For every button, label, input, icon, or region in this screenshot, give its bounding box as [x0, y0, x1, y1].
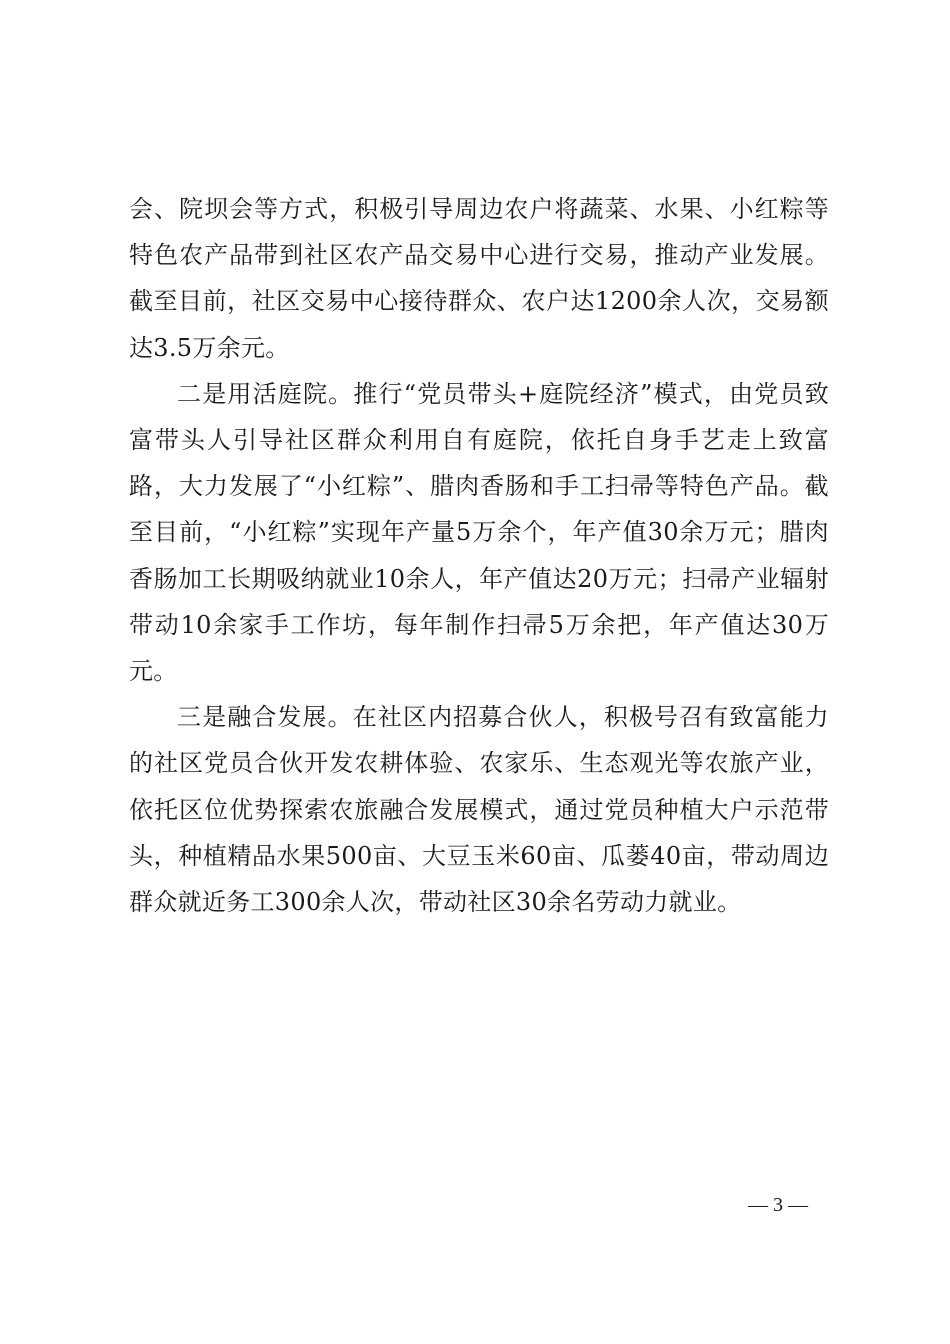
- paragraph-continuation: 会、院坝会等方式，积极引导周边农户将蔬菜、水果、小红粽等特色农产品带到社区农产品交易中心进行交易，推动产业发展。截至目前，社区交易中心接待群众、农户达1200余人次，交易额达3.5万余元。: [129, 195, 829, 362]
- paragraph-integrated-development: 三是融合发展。在社区内招募合伙人，积极号召有致富能力的社区党员合伙开发农耕体验、农家乐、生态观光等农旅产业，依托区位优势探索农旅融合发展模式，通过党员种植大户示范带头，种植精品水果500亩、大豆玉米60亩、瓜蒌40亩，带动周边群众就近务工300余人次，带动社区30余名劳动力就业。: [129, 703, 829, 917]
- paragraph-courtyard-economy: 二是用活庭院。推行“党员带头+庭院经济”模式，由党员致富带头人引导社区群众利用自有庭院，依托自身手艺走上致富路，大力发展了“小红粽”、腊肉香肠和手工扫帚等特色产品。截至目前，“小红粽”实现年产量5万余个，年产值30余万元；腊肉香肠加工长期吸纳就业10余人，年产值达20万元；扫帚产业辐射带动10余家手工作坊，每年制作扫帚5万余把，年产值达30万元。: [129, 379, 829, 686]
- document-body: [129, 186, 829, 925]
- page-number: — 3 —: [748, 1194, 808, 1216]
